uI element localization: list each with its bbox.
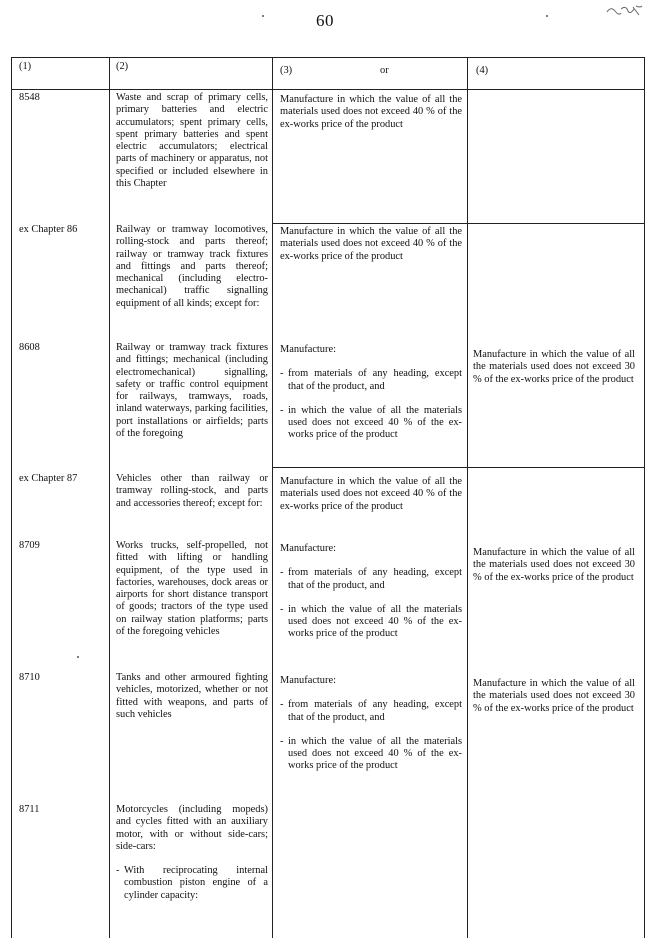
rule-bullet: - in which the value of all the materials used does not exceed 40 % of the ex-works price of the product [280,404,462,441]
header-col2: (2) [116,61,129,72]
row-rule-col3: Manufacture in which the value of all the materials used does not exceed 40 % of the ex-works price of the product [280,94,462,130]
rule-bullet: - from materials of any heading, except that of the product, and [280,368,462,392]
row-divider [272,467,644,468]
header-divider [12,89,644,90]
header-col4: (4) [476,65,489,76]
row-description: Tanks and other armoured fighting vehicles, motorized, whether or not fitted with weapons, and parts of such vehicles [116,672,268,720]
row-description: Waste and scrap of primary cells, primary batteries and electric accumulators; spent primary cells, spent primary batteries and spent electric accumulators; electrical parts of machinery or apparatus, not specified or included elsewhere in this Chapter [116,92,268,190]
row-description: Works trucks, self-propelled, not fitted with lifting or handling equipment, of the type used in factories, warehouses, dock areas or airports for short distance transport of goods; tractors of the type used on railway station platforms; parts of the foregoing vehicles [116,540,268,638]
rule-bullet: - in which the value of all the materials used does not exceed 40 % of the ex-works price of the product [280,603,462,640]
row-heading: 8710 [19,672,40,683]
row-description: Vehicles other than railway or tramway rolling-stock, and parts and accessories thereof; except for: [116,473,268,509]
row-rule-col3: Manufacture in which the value of all the materials used does not exceed 40 % of the ex-works price of the product [280,476,462,512]
row-rule-col3: Manufacture in which the value of all the materials used does not exceed 40 % of the ex-works price of the product [280,226,462,262]
row-heading: 8548 [19,92,40,103]
header-col1: (1) [19,61,32,72]
row-description: Railway or tramway locomotives, rolling-stock and parts thereof; railway or tramway track fixtures and fittings and parts thereof; mechanical (including electro-mechanical) traffic signalling equipment of all kinds; except for: [116,224,268,309]
row-heading: ex Chapter 86 [19,224,78,235]
speck-mark [546,15,548,17]
speck-mark [262,15,264,17]
column-divider [467,58,468,938]
row-description: Railway or tramway track fixtures and fittings; mechanical (including electromechanical) signalling, safety or traffic control equipment for railways, tramways, roads, inland waterways, parking facilities, port installations or airfields; parts of the foregoing [116,342,268,440]
handwritten-mark-icon [603,2,645,20]
rules-table [11,57,645,938]
row-rule-col4: Manufacture in which the value of all the materials used does not exceed 30 % of the ex-works price of the product [473,678,635,714]
row-rule-col4: Manufacture in which the value of all the materials used does not exceed 30 % of the ex-works price of the product [473,547,635,583]
row-heading: 8711 [19,804,40,815]
column-divider [272,58,273,938]
rule-bullet: - from materials of any heading, except that of the product, and [280,699,462,723]
column-divider [109,58,110,938]
row-heading: 8709 [19,540,40,551]
row-description: Motorcycles (including mopeds) and cycles fitted with an auxiliary motor, with or without side-cars; side-cars: - With reciprocating internal combustion piston engine of a cylinder capacity: [116,804,268,901]
header-col3: (3) [280,65,293,76]
row-heading: ex Chapter 87 [19,473,78,484]
rule-intro: Manufacture: [280,344,336,355]
row-rule-col4: Manufacture in which the value of all the materials used does not exceed 30 % of the ex-works price of the product [473,349,635,385]
rule-bullet: - in which the value of all the materials used does not exceed 40 % of the ex-works price of the product [280,735,462,772]
page-number: 60 [316,11,334,30]
header-col3-or: or [380,65,389,76]
row-rule-col3 [280,543,462,641]
sub-item: - With reciprocating internal combustion piston engine of a cylinder capacity: [116,865,268,901]
rule-bullet: - from materials of any heading, except that of the product, and [280,567,462,591]
row-rule-col3 [280,344,462,442]
rule-intro: Manufacture: [280,543,336,554]
row-heading: 8608 [19,342,40,353]
rule-intro: Manufacture: [280,675,336,686]
row-rule-col3 [280,675,462,773]
row-divider [272,223,644,224]
